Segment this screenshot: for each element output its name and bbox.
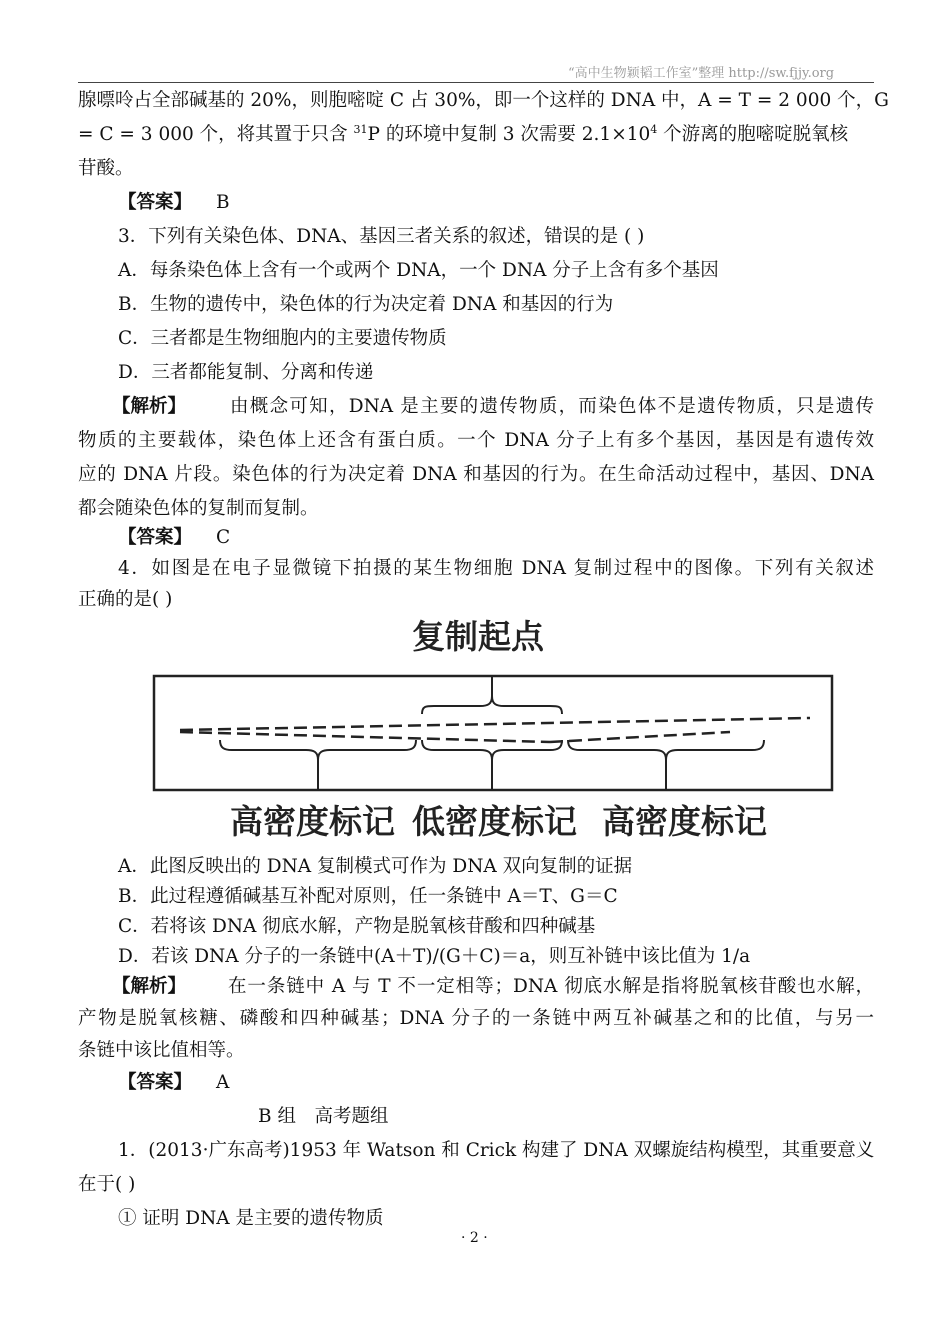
- q4-option-c: C．若将该 DNA 彻底水解，产物是脱氧核苷酸和四种碱基: [118, 916, 596, 937]
- q3-analysis-line-1: 由概念可知，DNA 是主要的遗传物质，而染色体不是遗传物质，只是遗传: [230, 396, 874, 417]
- origin-brace: [422, 676, 562, 714]
- q4-analysis-label: 【解析】: [112, 976, 187, 997]
- q3-stem: 3．下列有关染色体、DNA、基因三者关系的叙述，错误的是 ( ): [118, 226, 645, 247]
- figure-top-label: 复制起点: [412, 617, 544, 656]
- q3-option-a: A．每条染色体上含有一个或两个 DNA，一个 DNA 分子上含有多个基因: [118, 260, 719, 281]
- cont-line-2: = C = 3 000 个，将其置于只含 $^{31}$P 的环境中复制 3 次需要 $2.1\times 10^4$ 个游离的胞嘧啶脱氧核: [78, 122, 849, 145]
- q3-option-d: D．三者都能复制、分离和传递: [118, 362, 374, 383]
- section-b-title: B 组 高考题组: [258, 1106, 389, 1127]
- q4-analysis-line-1: 在一条链中 A 与 T 不一定相等；DNA 彻底水解是指将脱氧核苷酸也水解，: [228, 976, 874, 997]
- dna-strand-lower: [180, 732, 550, 742]
- q3-option-c: C．三者都是生物细胞内的主要遗传物质: [118, 328, 447, 349]
- q4-option-d: D．若该 DNA 分子的一条链中(A＋T)/(G＋C)＝a，则互补链中该比值为 1/a: [118, 946, 751, 967]
- cont-line-1: 腺嘌呤占全部碱基的 20%，则胞嘧啶 C 占 30%，即一个这样的 DNA 中，A = T = 2 000 个，G: [78, 90, 889, 111]
- section-b-q1-line-2: 在于( ): [78, 1174, 136, 1195]
- brace-left: [220, 740, 416, 790]
- answer-prev: 【答案】 B: [118, 192, 230, 213]
- dna-strand-lower-right: [550, 732, 730, 742]
- figure-label-low: 低密度标记: [412, 802, 577, 841]
- section-b-q1-line-1: 1．(2013·广东高考)1953 年 Watson 和 Crick 构建了 DNA 双螺旋结构模型，其重要意义: [118, 1140, 875, 1161]
- q3-analysis-line-4: 都会随染色体的复制而复制。: [78, 498, 319, 519]
- page-header: “高中生物颖韬工作室”整理 http://sw.fjjy.org: [568, 66, 835, 81]
- q4-stem-line-2: 正确的是( ): [78, 589, 173, 610]
- cont-line-3: 苷酸。: [78, 158, 134, 179]
- q4-analysis-line-3: 条链中该比值相等。: [78, 1040, 245, 1061]
- q3-option-b: B．生物的遗传中，染色体的行为决定着 DNA 和基因的行为: [118, 294, 614, 315]
- brace-middle: [422, 740, 562, 790]
- q4-answer: 【答案】 A: [118, 1072, 230, 1093]
- q3-analysis-label: 【解析】: [112, 396, 187, 417]
- header-rule: [78, 82, 874, 83]
- dna-strand-upper: [180, 718, 810, 730]
- q3-analysis-line-3: 应的 DNA 片段。染色体的行为决定着 DNA 和基因的行为。在生命活动过程中，基因、DNA: [78, 464, 874, 485]
- dna-replication-figure: [150, 668, 836, 792]
- figure-label-high-right: 高密度标记: [602, 802, 767, 841]
- figure-label-high-left: 高密度标记: [230, 802, 395, 841]
- q4-option-a: A．此图反映出的 DNA 复制模式可作为 DNA 双向复制的证据: [118, 856, 633, 877]
- q3-analysis-line-2: 物质的主要载体，染色体上还含有蛋白质。一个 DNA 分子上有多个基因，基因是有遗传效: [78, 430, 874, 451]
- q4-stem-line-1: 4．如图是在电子显微镜下拍摄的某生物细胞 DNA 复制过程中的图像。下列有关叙述: [118, 558, 874, 579]
- q4-analysis-line-2: 产物是脱氧核糖、磷酸和四种碱基；DNA 分子的一条链中两互补碱基之和的比值，与另一: [78, 1008, 874, 1029]
- page-number: · 2 ·: [461, 1230, 488, 1246]
- brace-right: [568, 740, 764, 790]
- section-b-q1-item-1: ① 证明 DNA 是主要的遗传物质: [118, 1208, 384, 1229]
- q4-option-b: B．此过程遵循碱基互补配对原则，任一条链中 A＝T、G＝C: [118, 886, 618, 907]
- q3-answer: 【答案】 C: [118, 527, 231, 548]
